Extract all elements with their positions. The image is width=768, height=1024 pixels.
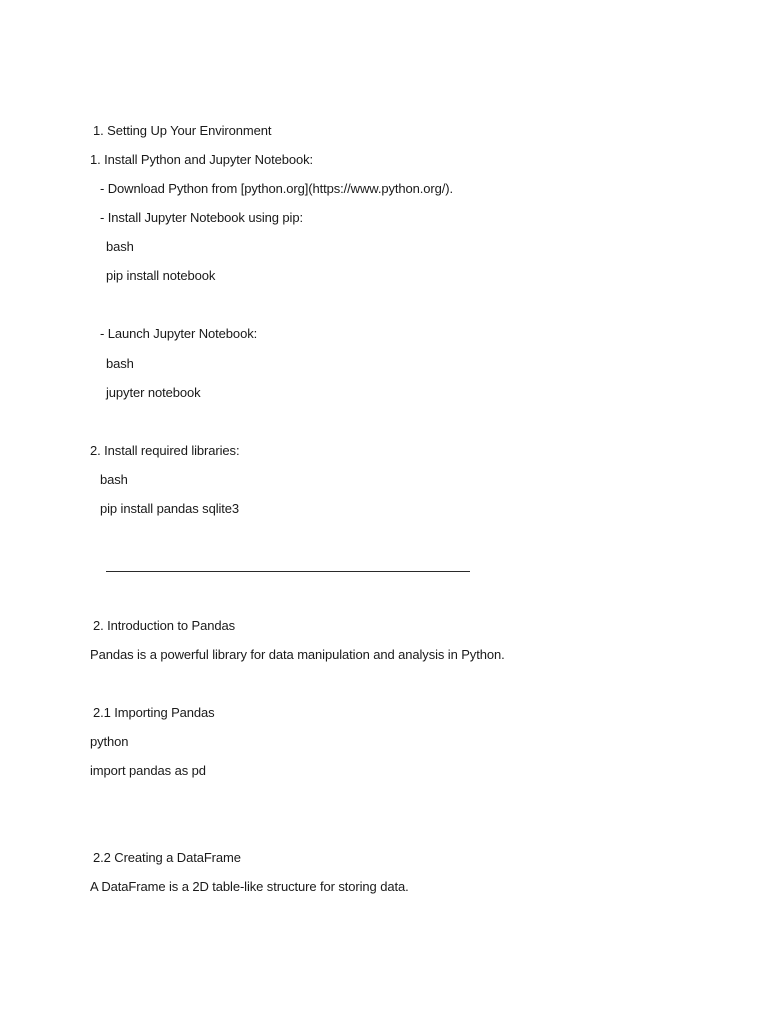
code-language-label: bash	[106, 356, 134, 371]
section-heading-pandas: 2. Introduction to Pandas	[93, 618, 236, 633]
code-line: jupyter notebook	[106, 385, 201, 400]
step-install-libraries: 2. Install required libraries:	[90, 443, 240, 458]
horizontal-divider	[106, 571, 470, 572]
bullet-install-jupyter: - Install Jupyter Notebook using pip:	[100, 210, 303, 225]
code-language-label: bash	[106, 239, 134, 254]
paragraph-pandas-intro: Pandas is a powerful library for data manipulation and analysis in Python.	[90, 647, 505, 662]
code-line: pip install notebook	[106, 268, 216, 283]
code-language-label: python	[90, 734, 129, 749]
step-install-python-jupyter: 1. Install Python and Jupyter Notebook:	[90, 152, 314, 167]
bullet-download-python: - Download Python from [python.org](https://www.python.org/).	[100, 181, 454, 196]
code-line: import pandas as pd	[90, 763, 206, 778]
bullet-launch-jupyter: - Launch Jupyter Notebook:	[100, 326, 258, 341]
code-language-label: bash	[100, 472, 128, 487]
paragraph-dataframe-intro: A DataFrame is a 2D table-like structure for storing data.	[90, 879, 409, 894]
section-heading-setup: 1. Setting Up Your Environment	[93, 123, 272, 138]
code-line: pip install pandas sqlite3	[100, 501, 240, 516]
subsection-heading-importing: 2.1 Importing Pandas	[93, 705, 215, 720]
subsection-heading-dataframe: 2.2 Creating a DataFrame	[93, 850, 241, 865]
